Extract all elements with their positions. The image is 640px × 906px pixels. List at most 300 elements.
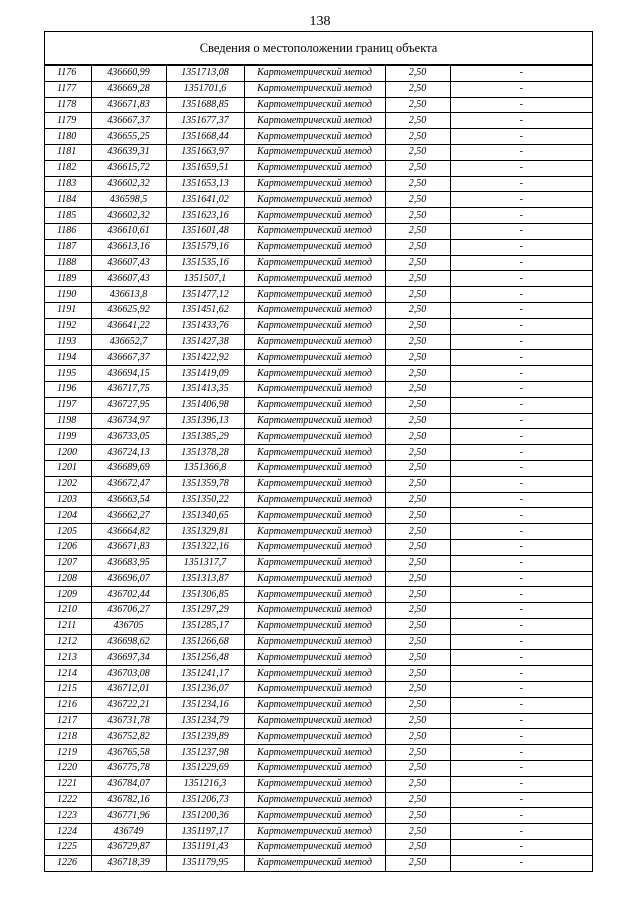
y-coordinate-cell: 1351256,48	[166, 650, 244, 666]
table-row	[45, 792, 592, 808]
precision-cell: 2,50	[385, 113, 450, 129]
table-row	[45, 208, 592, 224]
table-row	[45, 524, 592, 540]
point-number-cell: 1201	[45, 460, 91, 476]
point-number-cell: 1176	[45, 66, 91, 82]
y-coordinate-cell: 1351433,76	[166, 318, 244, 334]
point-number-cell: 1213	[45, 650, 91, 666]
y-coordinate-cell: 1351663,97	[166, 144, 244, 160]
method-cell: Картометрический метод	[244, 697, 385, 713]
description-cell: -	[450, 713, 592, 729]
table-row	[45, 334, 592, 350]
x-coordinate-cell: 436689,69	[91, 460, 166, 476]
point-number-cell: 1205	[45, 524, 91, 540]
point-number-cell: 1183	[45, 176, 91, 192]
description-cell: -	[450, 144, 592, 160]
x-coordinate-cell: 436602,32	[91, 176, 166, 192]
method-cell: Картометрический метод	[244, 381, 385, 397]
description-cell: -	[450, 223, 592, 239]
boundary-table-frame	[44, 31, 593, 872]
point-number-cell: 1195	[45, 366, 91, 382]
x-coordinate-cell: 436697,34	[91, 650, 166, 666]
y-coordinate-cell: 1351701,6	[166, 81, 244, 97]
x-coordinate-cell: 436667,37	[91, 113, 166, 129]
description-cell: -	[450, 824, 592, 840]
x-coordinate-cell: 436771,96	[91, 808, 166, 824]
point-number-cell: 1199	[45, 429, 91, 445]
x-coordinate-cell: 436683,95	[91, 555, 166, 571]
x-coordinate-cell: 436724,13	[91, 445, 166, 461]
table-row	[45, 144, 592, 160]
precision-cell: 2,50	[385, 650, 450, 666]
point-number-cell: 1194	[45, 350, 91, 366]
precision-cell: 2,50	[385, 745, 450, 761]
description-cell: -	[450, 792, 592, 808]
table-row	[45, 445, 592, 461]
precision-cell: 2,50	[385, 855, 450, 870]
description-cell: -	[450, 318, 592, 334]
description-cell: -	[450, 413, 592, 429]
point-number-cell: 1178	[45, 97, 91, 113]
description-cell: -	[450, 302, 592, 318]
x-coordinate-cell: 436696,07	[91, 571, 166, 587]
x-coordinate-cell: 436765,58	[91, 745, 166, 761]
table-row	[45, 508, 592, 524]
x-coordinate-cell: 436641,22	[91, 318, 166, 334]
description-cell: -	[450, 192, 592, 208]
precision-cell: 2,50	[385, 208, 450, 224]
method-cell: Картометрический метод	[244, 476, 385, 492]
precision-cell: 2,50	[385, 350, 450, 366]
y-coordinate-cell: 1351579,16	[166, 239, 244, 255]
y-coordinate-cell: 1351322,16	[166, 539, 244, 555]
precision-cell: 2,50	[385, 587, 450, 603]
y-coordinate-cell: 1351241,17	[166, 666, 244, 682]
description-cell: -	[450, 381, 592, 397]
method-cell: Картометрический метод	[244, 776, 385, 792]
method-cell: Картометрический метод	[244, 682, 385, 698]
description-cell: -	[450, 571, 592, 587]
table-row	[45, 634, 592, 650]
x-coordinate-cell: 436702,44	[91, 587, 166, 603]
y-coordinate-cell: 1351266,68	[166, 634, 244, 650]
description-cell: -	[450, 476, 592, 492]
method-cell: Картометрический метод	[244, 650, 385, 666]
description-cell: -	[450, 508, 592, 524]
x-coordinate-cell: 436671,83	[91, 539, 166, 555]
precision-cell: 2,50	[385, 239, 450, 255]
x-coordinate-cell: 436722,21	[91, 697, 166, 713]
x-coordinate-cell: 436694,15	[91, 366, 166, 382]
precision-cell: 2,50	[385, 508, 450, 524]
method-cell: Картометрический метод	[244, 555, 385, 571]
table-header-title: Сведения о местоположении границ объекта	[45, 32, 592, 65]
precision-cell: 2,50	[385, 413, 450, 429]
method-cell: Картометрический метод	[244, 287, 385, 303]
precision-cell: 2,50	[385, 318, 450, 334]
y-coordinate-cell: 1351659,51	[166, 160, 244, 176]
table-row	[45, 66, 592, 82]
point-number-cell: 1196	[45, 381, 91, 397]
point-number-cell: 1191	[45, 302, 91, 318]
description-cell: -	[450, 176, 592, 192]
x-coordinate-cell: 436663,54	[91, 492, 166, 508]
method-cell: Картометрический метод	[244, 192, 385, 208]
point-number-cell: 1214	[45, 666, 91, 682]
table-row	[45, 160, 592, 176]
point-number-cell: 1219	[45, 745, 91, 761]
y-coordinate-cell: 1351313,87	[166, 571, 244, 587]
table-row	[45, 239, 592, 255]
table-row	[45, 255, 592, 271]
method-cell: Картометрический метод	[244, 302, 385, 318]
point-number-cell: 1198	[45, 413, 91, 429]
x-coordinate-cell: 436782,16	[91, 792, 166, 808]
description-cell: -	[450, 255, 592, 271]
y-coordinate-cell: 1351419,09	[166, 366, 244, 382]
description-cell: -	[450, 650, 592, 666]
precision-cell: 2,50	[385, 776, 450, 792]
y-coordinate-cell: 1351677,37	[166, 113, 244, 129]
point-number-cell: 1222	[45, 792, 91, 808]
method-cell: Картометрический метод	[244, 413, 385, 429]
point-number-cell: 1180	[45, 129, 91, 145]
precision-cell: 2,50	[385, 571, 450, 587]
y-coordinate-cell: 1351396,13	[166, 413, 244, 429]
precision-cell: 2,50	[385, 144, 450, 160]
precision-cell: 2,50	[385, 761, 450, 777]
y-coordinate-cell: 1351234,79	[166, 713, 244, 729]
point-number-cell: 1179	[45, 113, 91, 129]
point-number-cell: 1181	[45, 144, 91, 160]
y-coordinate-cell: 1351297,29	[166, 603, 244, 619]
point-number-cell: 1188	[45, 255, 91, 271]
table-row	[45, 97, 592, 113]
precision-cell: 2,50	[385, 176, 450, 192]
y-coordinate-cell: 1351350,22	[166, 492, 244, 508]
table-row	[45, 824, 592, 840]
x-coordinate-cell: 436712,01	[91, 682, 166, 698]
precision-cell: 2,50	[385, 792, 450, 808]
description-cell: -	[450, 587, 592, 603]
method-cell: Картометрический метод	[244, 508, 385, 524]
description-cell: -	[450, 524, 592, 540]
method-cell: Картометрический метод	[244, 571, 385, 587]
point-number-cell: 1187	[45, 239, 91, 255]
x-coordinate-cell: 436598,5	[91, 192, 166, 208]
precision-cell: 2,50	[385, 334, 450, 350]
precision-cell: 2,50	[385, 618, 450, 634]
description-cell: -	[450, 366, 592, 382]
description-cell: -	[450, 682, 592, 698]
method-cell: Картометрический метод	[244, 729, 385, 745]
x-coordinate-cell: 436733,05	[91, 429, 166, 445]
x-coordinate-cell: 436625,92	[91, 302, 166, 318]
precision-cell: 2,50	[385, 271, 450, 287]
description-cell: -	[450, 113, 592, 129]
x-coordinate-cell: 436613,8	[91, 287, 166, 303]
description-cell: -	[450, 745, 592, 761]
method-cell: Картометрический метод	[244, 603, 385, 619]
method-cell: Картометрический метод	[244, 129, 385, 145]
table-row	[45, 729, 592, 745]
table-row	[45, 271, 592, 287]
x-coordinate-cell: 436749	[91, 824, 166, 840]
table-row	[45, 808, 592, 824]
point-number-cell: 1220	[45, 761, 91, 777]
table-row	[45, 129, 592, 145]
point-number-cell: 1221	[45, 776, 91, 792]
description-cell: -	[450, 539, 592, 555]
method-cell: Картометрический метод	[244, 366, 385, 382]
precision-cell: 2,50	[385, 129, 450, 145]
method-cell: Картометрический метод	[244, 761, 385, 777]
y-coordinate-cell: 1351197,17	[166, 824, 244, 840]
x-coordinate-cell: 436607,43	[91, 271, 166, 287]
x-coordinate-cell: 436613,16	[91, 239, 166, 255]
description-cell: -	[450, 460, 592, 476]
method-cell: Картометрический метод	[244, 144, 385, 160]
method-cell: Картометрический метод	[244, 97, 385, 113]
y-coordinate-cell: 1351406,98	[166, 397, 244, 413]
x-coordinate-cell: 436662,27	[91, 508, 166, 524]
y-coordinate-cell: 1351216,3	[166, 776, 244, 792]
point-number-cell: 1212	[45, 634, 91, 650]
precision-cell: 2,50	[385, 697, 450, 713]
table-row	[45, 618, 592, 634]
y-coordinate-cell: 1351641,02	[166, 192, 244, 208]
point-number-cell: 1211	[45, 618, 91, 634]
method-cell: Картометрический метод	[244, 824, 385, 840]
point-number-cell: 1182	[45, 160, 91, 176]
table-row	[45, 713, 592, 729]
y-coordinate-cell: 1351200,36	[166, 808, 244, 824]
point-number-cell: 1177	[45, 81, 91, 97]
precision-cell: 2,50	[385, 81, 450, 97]
x-coordinate-cell: 436775,78	[91, 761, 166, 777]
y-coordinate-cell: 1351378,28	[166, 445, 244, 461]
description-cell: -	[450, 761, 592, 777]
description-cell: -	[450, 445, 592, 461]
method-cell: Картометрический метод	[244, 223, 385, 239]
precision-cell: 2,50	[385, 397, 450, 413]
table-row	[45, 397, 592, 413]
method-cell: Картометрический метод	[244, 271, 385, 287]
method-cell: Картометрический метод	[244, 634, 385, 650]
precision-cell: 2,50	[385, 429, 450, 445]
point-number-cell: 1204	[45, 508, 91, 524]
description-cell: -	[450, 855, 592, 870]
table-row	[45, 223, 592, 239]
method-cell: Картометрический метод	[244, 492, 385, 508]
y-coordinate-cell: 1351366,8	[166, 460, 244, 476]
table-row	[45, 745, 592, 761]
y-coordinate-cell: 1351234,16	[166, 697, 244, 713]
table-row	[45, 776, 592, 792]
table-row	[45, 366, 592, 382]
table-row	[45, 318, 592, 334]
y-coordinate-cell: 1351653,13	[166, 176, 244, 192]
description-cell: -	[450, 492, 592, 508]
precision-cell: 2,50	[385, 539, 450, 555]
point-number-cell: 1216	[45, 697, 91, 713]
table-row	[45, 555, 592, 571]
precision-cell: 2,50	[385, 445, 450, 461]
point-number-cell: 1217	[45, 713, 91, 729]
y-coordinate-cell: 1351535,16	[166, 255, 244, 271]
y-coordinate-cell: 1351668,44	[166, 129, 244, 145]
point-number-cell: 1218	[45, 729, 91, 745]
precision-cell: 2,50	[385, 808, 450, 824]
description-cell: -	[450, 160, 592, 176]
precision-cell: 2,50	[385, 302, 450, 318]
description-cell: -	[450, 729, 592, 745]
x-coordinate-cell: 436669,28	[91, 81, 166, 97]
method-cell: Картометрический метод	[244, 350, 385, 366]
precision-cell: 2,50	[385, 287, 450, 303]
x-coordinate-cell: 436667,37	[91, 350, 166, 366]
x-coordinate-cell: 436706,27	[91, 603, 166, 619]
x-coordinate-cell: 436615,72	[91, 160, 166, 176]
y-coordinate-cell: 1351285,17	[166, 618, 244, 634]
x-coordinate-cell: 436698,62	[91, 634, 166, 650]
method-cell: Картометрический метод	[244, 445, 385, 461]
table-row	[45, 429, 592, 445]
y-coordinate-cell: 1351713,08	[166, 66, 244, 82]
precision-cell: 2,50	[385, 824, 450, 840]
precision-cell: 2,50	[385, 381, 450, 397]
table-row	[45, 381, 592, 397]
table-row	[45, 682, 592, 698]
precision-cell: 2,50	[385, 223, 450, 239]
description-cell: -	[450, 97, 592, 113]
table-row	[45, 176, 592, 192]
table-row	[45, 81, 592, 97]
y-coordinate-cell: 1351427,38	[166, 334, 244, 350]
method-cell: Картометрический метод	[244, 666, 385, 682]
table-row	[45, 571, 592, 587]
point-number-cell: 1190	[45, 287, 91, 303]
table-row	[45, 302, 592, 318]
point-number-cell: 1186	[45, 223, 91, 239]
description-cell: -	[450, 634, 592, 650]
description-cell: -	[450, 66, 592, 82]
coordinates-table-body	[45, 66, 592, 871]
precision-cell: 2,50	[385, 66, 450, 82]
point-number-cell: 1224	[45, 824, 91, 840]
point-number-cell: 1208	[45, 571, 91, 587]
x-coordinate-cell: 436731,78	[91, 713, 166, 729]
description-cell: -	[450, 334, 592, 350]
table-row	[45, 413, 592, 429]
precision-cell: 2,50	[385, 476, 450, 492]
description-cell: -	[450, 808, 592, 824]
point-number-cell: 1184	[45, 192, 91, 208]
precision-cell: 2,50	[385, 524, 450, 540]
y-coordinate-cell: 1351179,95	[166, 855, 244, 870]
description-cell: -	[450, 287, 592, 303]
method-cell: Картометрический метод	[244, 66, 385, 82]
description-cell: -	[450, 239, 592, 255]
x-coordinate-cell: 436602,32	[91, 208, 166, 224]
point-number-cell: 1193	[45, 334, 91, 350]
x-coordinate-cell: 436639,31	[91, 144, 166, 160]
method-cell: Картометрический метод	[244, 808, 385, 824]
x-coordinate-cell: 436734,97	[91, 413, 166, 429]
method-cell: Картометрический метод	[244, 460, 385, 476]
table-row	[45, 603, 592, 619]
point-number-cell: 1203	[45, 492, 91, 508]
y-coordinate-cell: 1351359,78	[166, 476, 244, 492]
method-cell: Картометрический метод	[244, 429, 385, 445]
description-cell: -	[450, 776, 592, 792]
y-coordinate-cell: 1351601,48	[166, 223, 244, 239]
description-cell: -	[450, 129, 592, 145]
y-coordinate-cell: 1351385,29	[166, 429, 244, 445]
point-number-cell: 1210	[45, 603, 91, 619]
description-cell: -	[450, 429, 592, 445]
table-row	[45, 113, 592, 129]
table-row	[45, 666, 592, 682]
method-cell: Картометрический метод	[244, 587, 385, 603]
coordinates-table	[45, 65, 592, 871]
precision-cell: 2,50	[385, 840, 450, 856]
x-coordinate-cell: 436664,82	[91, 524, 166, 540]
point-number-cell: 1226	[45, 855, 91, 870]
table-row	[45, 539, 592, 555]
precision-cell: 2,50	[385, 192, 450, 208]
x-coordinate-cell: 436717,75	[91, 381, 166, 397]
y-coordinate-cell: 1351206,73	[166, 792, 244, 808]
method-cell: Картометрический метод	[244, 160, 385, 176]
method-cell: Картометрический метод	[244, 334, 385, 350]
point-number-cell: 1215	[45, 682, 91, 698]
method-cell: Картометрический метод	[244, 255, 385, 271]
x-coordinate-cell: 436729,87	[91, 840, 166, 856]
description-cell: -	[450, 397, 592, 413]
x-coordinate-cell: 436655,25	[91, 129, 166, 145]
precision-cell: 2,50	[385, 682, 450, 698]
x-coordinate-cell: 436727,95	[91, 397, 166, 413]
method-cell: Картометрический метод	[244, 792, 385, 808]
x-coordinate-cell: 436672,47	[91, 476, 166, 492]
precision-cell: 2,50	[385, 97, 450, 113]
method-cell: Картометрический метод	[244, 239, 385, 255]
page-number: 138	[309, 14, 331, 29]
x-coordinate-cell: 436784,07	[91, 776, 166, 792]
point-number-cell: 1197	[45, 397, 91, 413]
precision-cell: 2,50	[385, 603, 450, 619]
x-coordinate-cell: 436652,7	[91, 334, 166, 350]
precision-cell: 2,50	[385, 255, 450, 271]
table-row	[45, 287, 592, 303]
description-cell: -	[450, 555, 592, 571]
y-coordinate-cell: 1351451,62	[166, 302, 244, 318]
description-cell: -	[450, 81, 592, 97]
point-number-cell: 1223	[45, 808, 91, 824]
x-coordinate-cell: 436607,43	[91, 255, 166, 271]
table-row	[45, 460, 592, 476]
precision-cell: 2,50	[385, 634, 450, 650]
table-row	[45, 192, 592, 208]
method-cell: Картометрический метод	[244, 81, 385, 97]
y-coordinate-cell: 1351623,16	[166, 208, 244, 224]
point-number-cell: 1185	[45, 208, 91, 224]
description-cell: -	[450, 350, 592, 366]
method-cell: Картометрический метод	[244, 539, 385, 555]
y-coordinate-cell: 1351239,89	[166, 729, 244, 745]
y-coordinate-cell: 1351237,98	[166, 745, 244, 761]
